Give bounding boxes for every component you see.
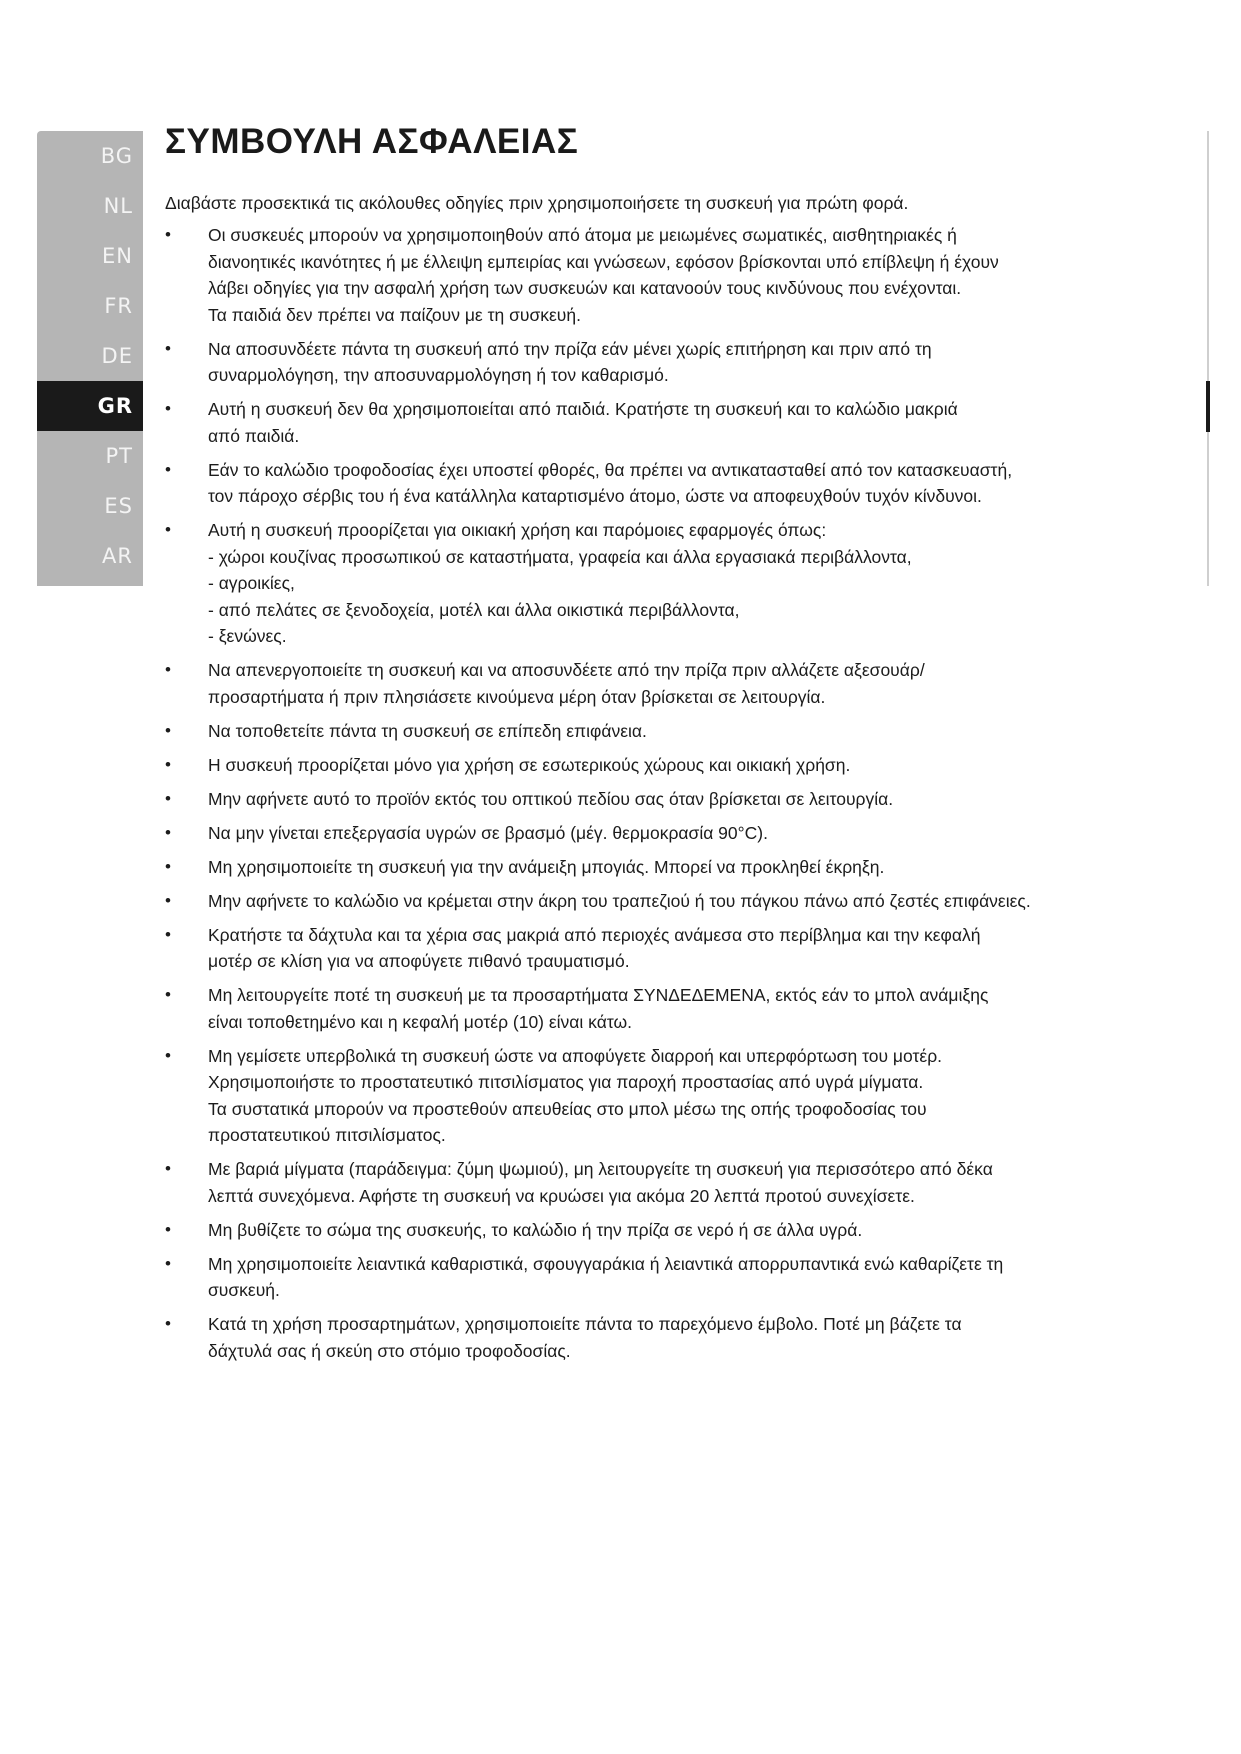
safety-item bbox=[165, 854, 1135, 881]
safety-item bbox=[165, 1251, 1135, 1304]
safety-item-text: Μη γεμίσετε υπερβολικά τη συσκευή ώστε να αποφύγετε διαρροή και υπερφόρτωση του μοτέρ. Χρησιμοποιήστε το προστατευτικό πιτσιλίσματος για παροχή προστασίας από υγρά μίγματα. Τα συστατικά μπορούν να προστεθούν απευθείας στο μπολ μέσω της οπής τροφοδοσίας του προστατευτικού πιτσιλίσματος. bbox=[208, 1045, 943, 1145]
safety-item bbox=[165, 718, 1135, 745]
bullet-icon: • bbox=[165, 660, 171, 679]
bullet-icon: • bbox=[165, 399, 171, 418]
lang-tab-bg[interactable]: BG bbox=[100, 144, 133, 168]
safety-item-text: Μη βυθίζετε το σώμα της συσκευής, το καλώδιο ή την πρίζα σε νερό ή σε άλλα υγρά. bbox=[208, 1219, 863, 1240]
bullet-icon: • bbox=[165, 754, 171, 774]
intro-text: Διαβάστε προσεκτικά τις ακόλουθες οδηγίες πριν χρησιμοποιήσετε τη συσκευή για πρώτη φορά. bbox=[165, 193, 909, 213]
safety-item bbox=[165, 336, 1135, 389]
lang-tab-ar[interactable]: AR bbox=[102, 544, 133, 568]
safety-item bbox=[165, 396, 1135, 449]
page-title: ΣΥΜΒΟΥΛΗ ΑΣΦΑΛΕΙΑΣ bbox=[165, 122, 579, 161]
bullet-icon: • bbox=[165, 520, 171, 539]
lang-tab-es[interactable]: ES bbox=[104, 494, 133, 518]
safety-item-text: Να τοποθετείτε πάντα τη συσκευή σε επίπεδη επιφάνεια. bbox=[208, 720, 647, 741]
lang-tab-pt[interactable]: PT bbox=[105, 444, 133, 468]
language-tabs bbox=[37, 131, 143, 586]
lang-tab-de[interactable]: DE bbox=[101, 344, 133, 368]
safety-item bbox=[165, 982, 1135, 1035]
safety-instructions-list bbox=[165, 222, 1135, 1372]
bullet-icon: • bbox=[165, 788, 171, 808]
safety-item bbox=[165, 888, 1135, 915]
safety-item-text: Μη λειτουργείτε ποτέ τη συσκευή με τα προσαρτήματα ΣΥΝΔΕΔΕΜΕΝΑ, εκτός εάν το μπολ ανάμιξης είναι τοποθετημένο και η κεφαλή μοτέρ (10) είναι κάτω. bbox=[208, 985, 989, 1032]
safety-item-text: Κατά τη χρήση προσαρτημάτων, χρησιμοποιείτε πάντα το παρεχόμενο έμβολο. Ποτέ μη βάζετε τα δάχτυλά σας ή σκεύη στο στόμιο τροφοδοσίας. bbox=[208, 1314, 962, 1361]
safety-item-text: Εάν το καλώδιο τροφοδοσίας έχει υποστεί φθορές, θα πρέπει να αντικατασταθεί από τον κατασκευαστή, τον πάροχο σέρβις του ή ένα κατάλληλα καταρτισμένο άτομο, ώστε να αποφευχθούν τυχόν κίνδυνοι. bbox=[208, 459, 1013, 506]
safety-item-text: Μην αφήνετε το καλώδιο να κρέμεται στην άκρη του τραπεζιού ή του πάγκου πάνω από ζεστές επιφάνειες. bbox=[208, 890, 1031, 911]
safety-item bbox=[165, 786, 1135, 813]
bullet-icon: • bbox=[165, 338, 171, 358]
safety-item bbox=[165, 820, 1135, 847]
bullet-icon: • bbox=[165, 720, 171, 740]
lang-tab-gr[interactable]: GR bbox=[37, 381, 143, 431]
bullet-icon: • bbox=[165, 1045, 171, 1065]
bullet-icon: • bbox=[165, 225, 171, 244]
safety-item-text: Να μην γίνεται επεξεργασία υγρών σε βρασμό (μέγ. θερμοκρασία 90°C). bbox=[208, 822, 768, 843]
lang-tab-nl[interactable]: NL bbox=[103, 194, 133, 218]
safety-item-text: Αυτή η συσκευή δεν θα χρησιμοποιείται από παιδιά. Κρατήστε τη συσκευή και το καλώδιο μακριά από παιδιά. bbox=[208, 399, 958, 446]
safety-item-text: Να απενεργοποιείτε τη συσκευή και να αποσυνδέετε από την πρίζα πριν αλλάζετε αξεσουάρ/ προσαρτήματα ή πριν πλησιάσετε κινούμενα μέρη όταν βρίσκεται σε λειτουργία. bbox=[208, 660, 925, 707]
safety-item-text: Με βαριά μίγματα (παράδειγμα: ζύμη ψωμιού), μη λειτουργείτε τη συσκευή για περισσότερο από δέκα λεπτά συνεχόμενα. Αφήστε τη συσκευή να κρυώσει για ακόμα 20 λεπτά προτού συνεχίσετε. bbox=[208, 1159, 993, 1206]
bullet-icon: • bbox=[165, 856, 171, 876]
safety-item bbox=[165, 752, 1135, 779]
safety-item bbox=[165, 1043, 1135, 1149]
bullet-icon: • bbox=[165, 459, 171, 479]
safety-item bbox=[165, 1311, 1135, 1364]
safety-item-text: Μη χρησιμοποιείτε τη συσκευή για την ανάμειξη μπογιάς. Μπορεί να προκληθεί έκρηξη. bbox=[208, 856, 885, 877]
bullet-icon: • bbox=[165, 924, 171, 944]
safety-item bbox=[165, 657, 1135, 710]
safety-item bbox=[165, 922, 1135, 975]
safety-item-text: Να αποσυνδέετε πάντα τη συσκευή από την πρίζα εάν μένει χωρίς επιτήρηση και πριν από τη συναρμολόγηση, την αποσυναρμολόγηση ή τον καθαρισμό. bbox=[208, 338, 932, 385]
bullet-icon: • bbox=[165, 985, 171, 1004]
bullet-icon: • bbox=[165, 890, 171, 910]
safety-item bbox=[165, 222, 1135, 328]
safety-item-text: Κρατήστε τα δάχτυλα και τα χέρια σας μακριά από περιοχές ανάμεσα στο περίβλημα και την κεφαλή μοτέρ σε κλίση για να αποφύγετε πιθανό τραυματισμό. bbox=[208, 924, 981, 971]
bullet-icon: • bbox=[165, 1253, 171, 1273]
bullet-icon: • bbox=[165, 1219, 171, 1239]
safety-item-text: Η συσκευή προορίζεται μόνο για χρήση σε εσωτερικούς χώρους και οικιακή χρήση. bbox=[208, 754, 851, 775]
safety-item bbox=[165, 1156, 1135, 1209]
safety-item-text: Οι συσκευές μπορούν να χρησιμοποιηθούν από άτομα με μειωμένες σωματικές, αισθητηριακές ή διανοητικές ικανότητες ή με έλλειψη εμπειρίας και γνώσεων, εφόσον βρίσκονται υπό επίβλεψη ή έχουν λάβει οδηγίες για την ασφαλή χρήση των συσκευών και κατανοούν τους κινδύνους που ενέχονται. Τα παιδιά δεν πρέπει να παίζουν με τη συσκευή. bbox=[208, 225, 999, 325]
bullet-icon: • bbox=[165, 1159, 171, 1178]
safety-item-text: Αυτή η συσκευή προορίζεται για οικιακή χρήση και παρόμοιες εφαρμογές όπως: - χώροι κουζίνας προσωπικού σε καταστήματα, γραφεία και άλλα εργασιακά περιβάλλοντα, - αγροικίες, - από πελάτες σε ξενοδοχεία, μοτέλ και άλλα οικιστικά περιβάλλοντα, - ξενώνες. bbox=[208, 520, 912, 646]
right-edge-active-marker bbox=[1206, 381, 1210, 432]
safety-item-text: Μην αφήνετε αυτό το προϊόν εκτός του οπτικού πεδίου σας όταν βρίσκεται σε λειτουργία. bbox=[208, 788, 894, 809]
right-edge-divider bbox=[1207, 131, 1209, 586]
lang-tab-en[interactable]: EN bbox=[102, 244, 133, 268]
safety-item bbox=[165, 1217, 1135, 1244]
bullet-icon: • bbox=[165, 1314, 171, 1333]
safety-item bbox=[165, 457, 1135, 510]
bullet-icon: • bbox=[165, 822, 171, 842]
lang-tab-fr[interactable]: FR bbox=[104, 294, 133, 318]
safety-item-text: Μη χρησιμοποιείτε λειαντικά καθαριστικά, σφουγγαράκια ή λειαντικά απορρυπαντικά ενώ καθαρίζετε τη συσκευή. bbox=[208, 1253, 1004, 1300]
safety-item bbox=[165, 517, 1135, 650]
